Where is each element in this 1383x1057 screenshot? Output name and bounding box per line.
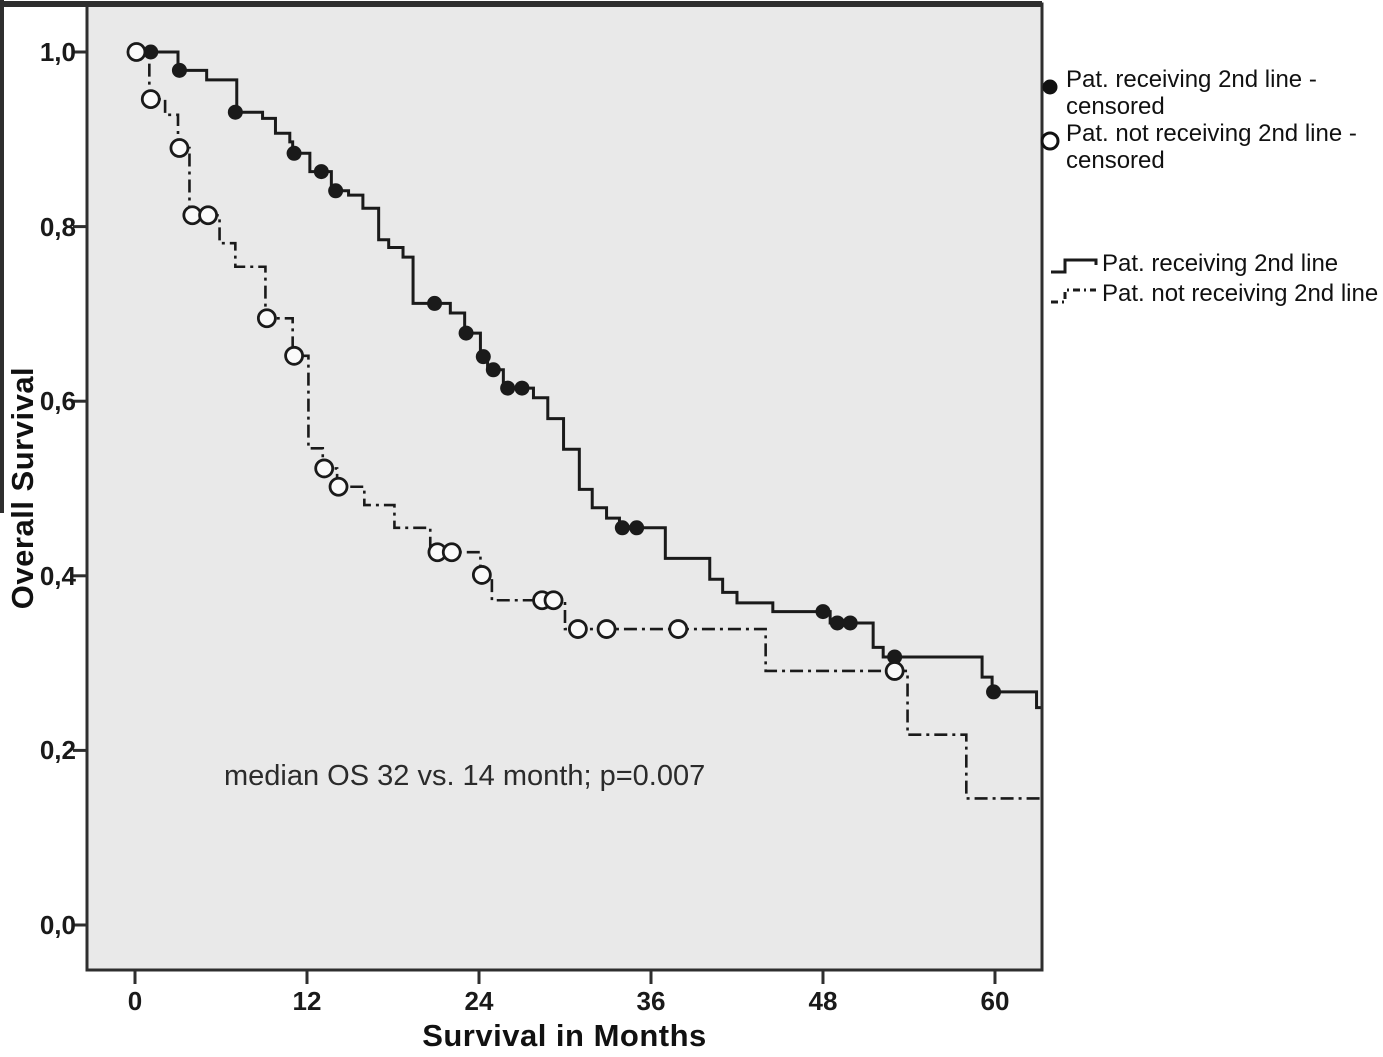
plot-area: [87, 4, 1042, 970]
censor-mark-open: [443, 544, 460, 561]
legend-label: Pat. receiving 2nd line: [1102, 250, 1339, 277]
censor-mark-filled: [172, 63, 187, 78]
censor-mark-open: [142, 91, 159, 108]
censor-mark-filled: [514, 381, 529, 396]
filled-circle-icon: [1040, 77, 1066, 104]
censor-mark-open: [171, 140, 188, 157]
legend-item-censored-receiving: [1040, 66, 1383, 120]
x-tick-24: 24: [464, 986, 494, 1016]
legend-label: Pat. not receiving 2nd line: [1102, 280, 1379, 307]
censor-mark-filled: [427, 296, 442, 311]
median-annotation: median OS 32 vs. 14 month; p=0.007: [224, 760, 706, 792]
censor-mark-filled: [328, 183, 343, 198]
open-circle-icon: [1040, 131, 1066, 158]
y-tick-0.2: 0,2: [39, 735, 76, 765]
y-axis-title: Overall Survival: [5, 366, 40, 610]
censor-mark-open: [598, 621, 615, 638]
censor-mark-open: [473, 566, 490, 583]
censor-mark-filled: [287, 146, 302, 161]
legend-label: Pat. not receiving 2nd line - censored: [1066, 120, 1357, 174]
legend-lines: [1050, 250, 1383, 310]
x-tick-12: 12: [292, 986, 322, 1016]
solid-step-line-icon: [1050, 255, 1102, 282]
censor-mark-filled: [629, 520, 644, 535]
legend-item-line-not-receiving: [1050, 280, 1383, 310]
censor-mark-open: [200, 207, 217, 224]
censor-mark-filled: [500, 381, 515, 396]
legend-item-censored-not-receiving: [1040, 120, 1383, 174]
censor-mark-open: [545, 592, 562, 609]
censor-mark-open: [670, 621, 687, 638]
x-tick-48: 48: [808, 986, 838, 1016]
y-tick-0.8: 0,8: [39, 212, 76, 242]
censor-mark-filled: [476, 349, 491, 364]
censor-mark-open: [128, 44, 145, 61]
y-tick-0.4: 0,4: [39, 561, 76, 591]
censor-mark-open: [316, 460, 333, 477]
censor-mark-open: [569, 621, 586, 638]
legend-label: Pat. receiving 2nd line - censored: [1066, 66, 1317, 120]
x-tick-36: 36: [636, 986, 666, 1016]
censor-mark-filled: [830, 615, 845, 630]
legend-item-line-receiving: [1050, 250, 1383, 280]
censor-mark-open: [886, 662, 903, 679]
y-tick-1.0: 1,0: [39, 37, 76, 67]
censor-mark-filled: [228, 105, 243, 120]
legend-censored: [1040, 66, 1383, 174]
dash-dot-step-line-icon: [1050, 285, 1102, 312]
censor-mark-filled: [986, 684, 1001, 699]
y-tick-0.6: 0,6: [39, 386, 76, 416]
x-tick-0: 0: [127, 986, 143, 1016]
censor-mark-filled: [314, 164, 329, 179]
censor-mark-open: [330, 478, 347, 495]
x-axis-title: Survival in Months: [422, 1018, 707, 1053]
censor-mark-filled: [815, 604, 830, 619]
x-tick-60: 60: [980, 986, 1010, 1016]
censor-mark-filled: [843, 615, 858, 630]
censor-mark-open: [286, 347, 303, 364]
y-tick-0.0: 0,0: [39, 910, 76, 940]
censor-mark-open: [258, 310, 275, 327]
censor-mark-filled: [615, 520, 630, 535]
censor-mark-filled: [486, 362, 501, 377]
censor-mark-filled: [459, 326, 474, 341]
